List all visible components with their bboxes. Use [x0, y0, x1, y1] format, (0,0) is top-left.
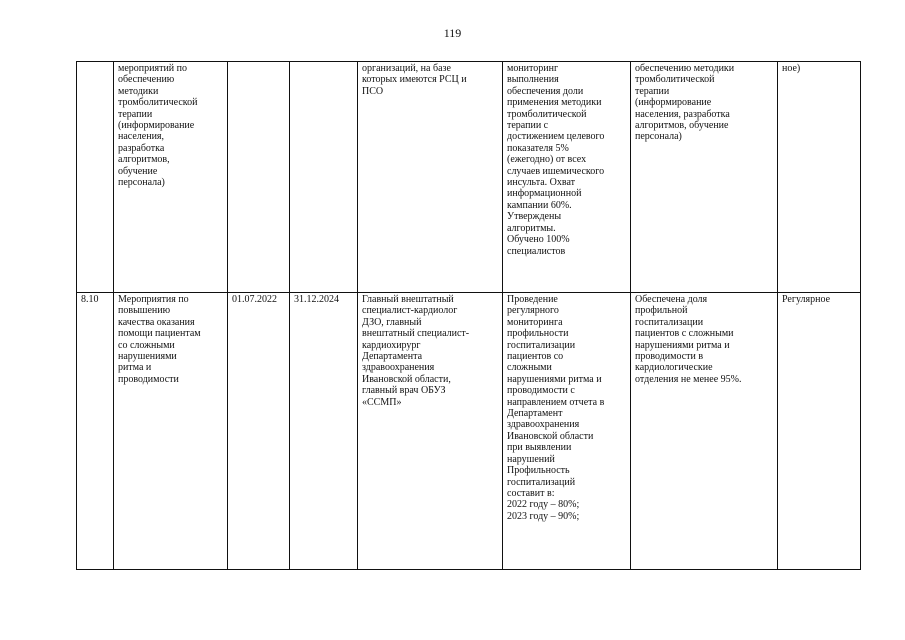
cell-number: 8.10: [77, 293, 114, 570]
cell-number: [77, 62, 114, 293]
cell-start-date: 01.07.2022: [228, 293, 290, 570]
cell-description: мониторинг выполнения обеспечения доли применения методики тромболитической терапии с достижением целевого показателя 5% (ежегодно) от всех случаев ишемического инсульта. Охват информационной кампании 60%. Утверждены алгоритмы. Обучено 100% специалистов: [503, 62, 631, 293]
cell-end-date: [290, 62, 358, 293]
cell-description: Проведение регулярного мониторинга профильности госпитализации пациентов со сложными нарушениями ритма и проводимости с направлением отчета в Департамент здравоохранения Ивановской области при выявлении нарушений Профильность госпитализаций составит в: 2022 году – 80%; 2023 году – 90%;: [503, 293, 631, 570]
cell-end-date: 31.12.2024: [290, 293, 358, 570]
cell-event: Мероприятия по повышению качества оказания помощи пациентам со сложными нарушениями ритма и проводимости: [114, 293, 228, 570]
page-number: 119: [443, 26, 462, 40]
cell-responsible: Главный внештатный специалист-кардиолог ДЗО, главный внештатный специалист- кардиохирург Департамента здравоохранения Ивановской области, главный врач ОБУЗ «ССМП»: [358, 293, 503, 570]
cell-start-date: [228, 62, 290, 293]
document-table: [76, 61, 861, 570]
cell-frequency: ное): [778, 62, 861, 293]
cell-event: мероприятий по обеспечению методики тромболитической терапии (информирование населения, разработка алгоритмов, обучение персонала): [114, 62, 228, 293]
cell-result: обеспечению методики тромболитической терапии (информирование населения, разработка алгоритмов, обучение персонала): [631, 62, 778, 293]
cell-frequency: Регулярное: [778, 293, 861, 570]
table-row: [77, 293, 861, 570]
cell-responsible: организаций, на базе которых имеются РСЦ и ПСО: [358, 62, 503, 293]
cell-result: Обеспечена доля профильной госпитализации пациентов с сложными нарушениями ритма и проводимости в кардиологические отделения не менее 95%.: [631, 293, 778, 570]
table-row: [77, 62, 861, 293]
